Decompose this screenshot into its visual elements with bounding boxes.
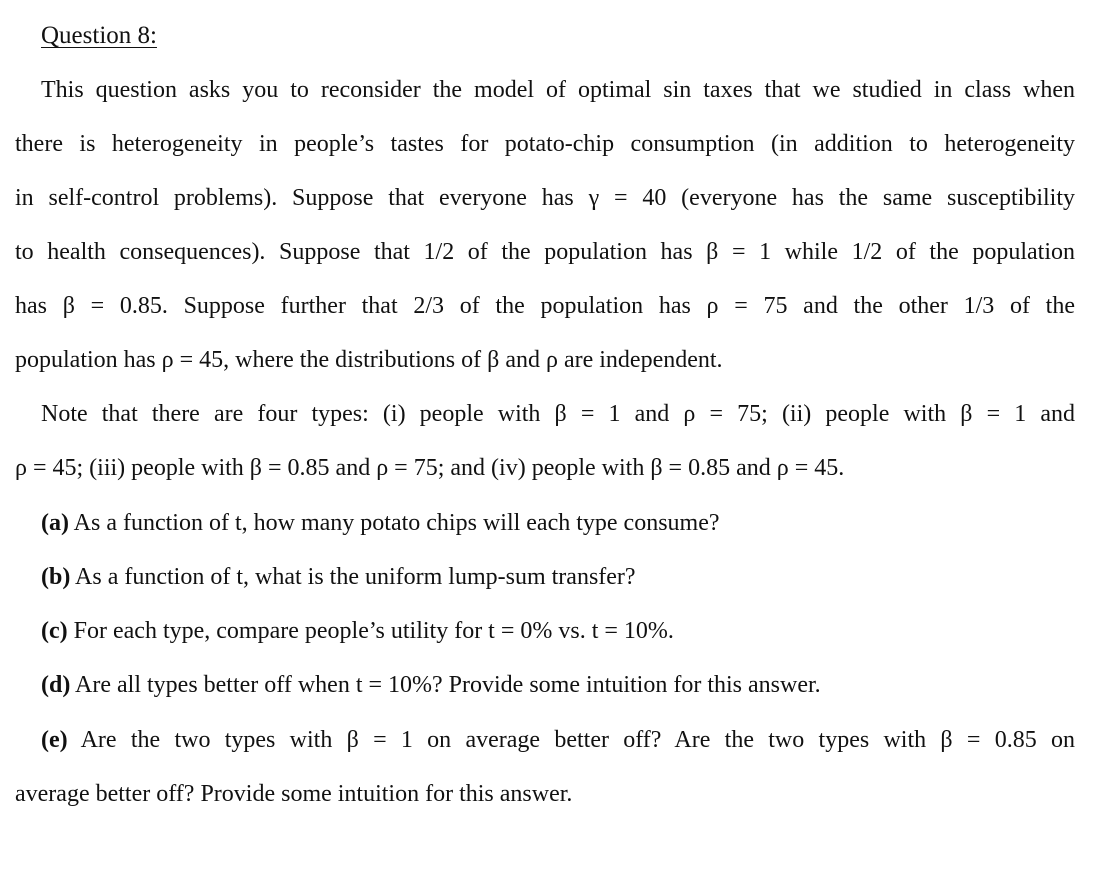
part-c <box>41 616 674 646</box>
part-d-label: (d) <box>41 672 71 698</box>
paragraph1-line-4: to health consequences). Suppose that 1/2 of the population has β = 1 while 1/2 of the population <box>15 239 1075 265</box>
part-d <box>41 670 821 700</box>
part-e-line-2: average better off? Provide some intuition for this answer. <box>15 781 573 807</box>
part-e-label: (e) <box>41 727 68 753</box>
paragraph1-line-1: This question asks you to reconsider the model of optimal sin taxes that we studied in class when <box>41 77 1075 103</box>
paragraph2-line-1: Note that there are four types: (i) people with β = 1 and ρ = 75; (ii) people with β = 1 and <box>41 401 1075 427</box>
paragraph1-line-2: there is heterogeneity in people’s tastes for potato-chip consumption (in addition to heterogeneity <box>15 131 1075 157</box>
question-title: Question 8: <box>41 22 157 49</box>
part-a <box>41 508 720 538</box>
part-e <box>41 725 1075 755</box>
part-c-text: For each type, compare people’s utility for t = 0% vs. t = 10%. <box>73 618 674 644</box>
part-e-text-1: Are the two types with β = 1 on average better off? Are the two types with β = 0.85 on <box>80 727 1075 753</box>
part-a-text: As a function of t, how many potato chips will each type consume? <box>73 510 720 536</box>
part-b-label: (b) <box>41 564 71 590</box>
part-b-text: As a function of t, what is the uniform lump-sum transfer? <box>75 564 636 590</box>
paragraph1-line-3: in self-control problems). Suppose that everyone has γ = 40 (everyone has the same susceptibility <box>15 185 1075 211</box>
part-c-label: (c) <box>41 618 68 644</box>
part-d-text: Are all types better off when t = 10%? Provide some intuition for this answer. <box>75 672 821 698</box>
part-a-label: (a) <box>41 510 69 536</box>
part-b <box>41 562 636 592</box>
paragraph2-line-2: ρ = 45; (iii) people with β = 0.85 and ρ = 75; and (iv) people with β = 0.85 and ρ = 45. <box>15 455 845 481</box>
paragraph1-line-5: has β = 0.85. Suppose further that 2/3 of the population has ρ = 75 and the other 1/3 of the <box>15 293 1075 319</box>
paragraph1-line-6: population has ρ = 45, where the distributions of β and ρ are independent. <box>15 347 723 373</box>
